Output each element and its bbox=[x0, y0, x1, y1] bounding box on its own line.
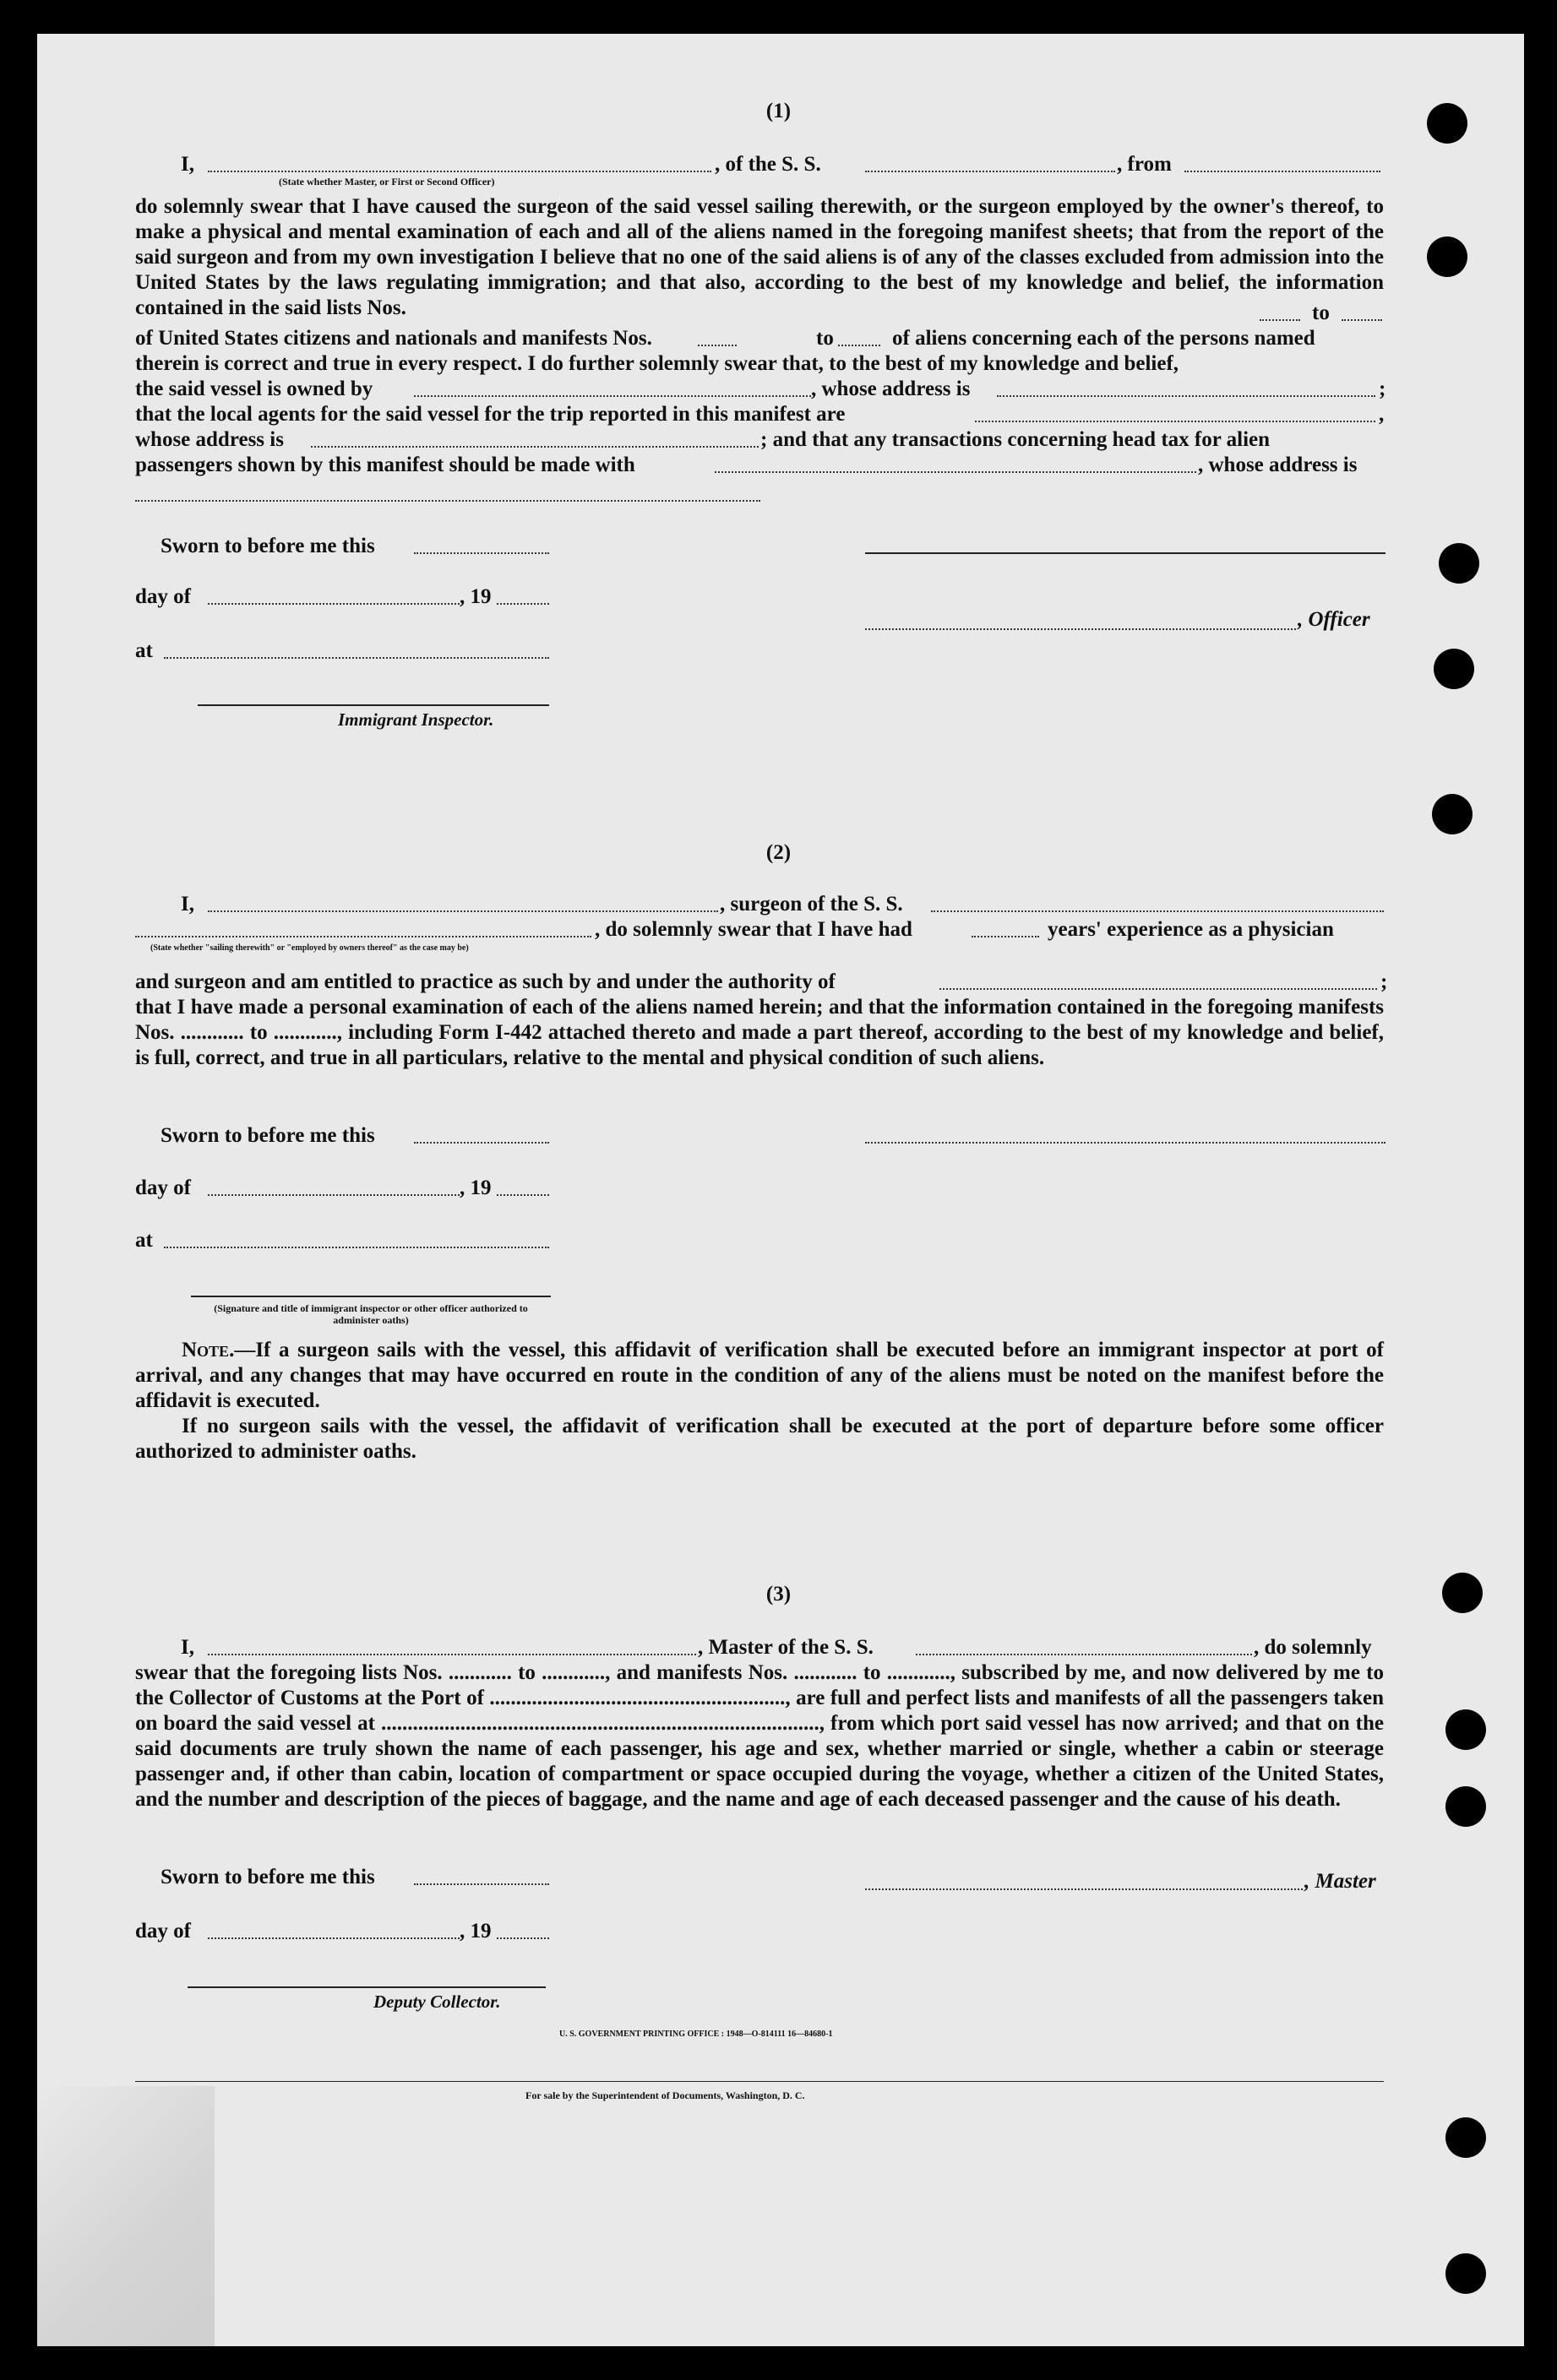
officer-label: , Officer bbox=[1298, 608, 1370, 631]
years-field[interactable] bbox=[972, 936, 1039, 937]
owner-field[interactable] bbox=[414, 395, 811, 397]
surgeon-ship-field[interactable] bbox=[931, 910, 1384, 912]
sworn-label: Sworn to before me this bbox=[161, 1866, 375, 1888]
binder-hole bbox=[1432, 794, 1473, 834]
month-field[interactable] bbox=[208, 1937, 460, 1939]
sworn-label: Sworn to before me this bbox=[161, 535, 375, 557]
officer-signature-line[interactable] bbox=[865, 552, 1386, 554]
year-label: , 19 bbox=[460, 1920, 492, 1943]
signature-note: (Signature and title of immigrant inspector or other officer authorized to administer oaths) bbox=[214, 1302, 528, 1326]
note-body: —If a surgeon sails with the vessel, this affidavit of verification shall be executed before an immigrant inspector at port of arrival, and any changes that may have occurred en route in the condition of any of the aliens must be noted on the manifest before the affidavit is executed. bbox=[135, 1339, 1384, 1412]
binder-hole bbox=[1445, 1709, 1486, 1750]
section-number: (1) bbox=[765, 100, 792, 122]
note2-text: If no surgeon sails with the vessel, the affidavit of verification shall be executed at the port of departure before some officer authorized to administer oaths. bbox=[135, 1415, 1384, 1463]
i-label: I, bbox=[181, 893, 194, 916]
to-label: to bbox=[816, 327, 834, 350]
i-label: I, bbox=[181, 153, 194, 176]
year-field[interactable] bbox=[497, 603, 549, 605]
whose-address-label: , whose address is bbox=[811, 378, 971, 400]
swear-label: , do solemnly swear that I have had bbox=[595, 918, 912, 941]
day-of-label: day of bbox=[135, 585, 191, 608]
state-note: (State whether Master, or First or Second Officer) bbox=[279, 176, 495, 187]
at-label: at bbox=[135, 1229, 153, 1252]
gpo-imprint: U. S. GOVERNMENT PRINTING OFFICE : 1948—O-814111 16—84680-1 bbox=[559, 2030, 833, 2039]
year-label: , 19 bbox=[460, 585, 492, 608]
at-place-field[interactable] bbox=[164, 1247, 549, 1248]
binder-hole bbox=[1427, 236, 1467, 277]
inspector-signature-line[interactable] bbox=[198, 704, 549, 706]
comma: , bbox=[1379, 403, 1385, 426]
note-label: Note. bbox=[182, 1339, 235, 1361]
authority-label: and surgeon and am entitled to practice as such by and under the authority of bbox=[135, 970, 836, 993]
surgeon-name-field[interactable] bbox=[208, 910, 718, 912]
binder-hole bbox=[1439, 543, 1479, 584]
master-label: , Master bbox=[1304, 1870, 1376, 1893]
local-agents-label: that the local agents for the said vessel for the trip reported in this manifest are bbox=[135, 403, 846, 426]
years-label: years' experience as a physician bbox=[1048, 918, 1334, 941]
manifest-start-field[interactable] bbox=[698, 345, 737, 346]
i-label: I, bbox=[181, 1636, 194, 1659]
authority-field[interactable] bbox=[939, 988, 1377, 990]
month-field[interactable] bbox=[208, 1194, 460, 1196]
do-solemnly-label: , do solemnly bbox=[1254, 1636, 1372, 1659]
binder-hole bbox=[1445, 2117, 1486, 2158]
passengers-label: passengers shown by this manifest should be made with bbox=[135, 454, 635, 476]
surgeon-signature-field[interactable] bbox=[865, 1142, 1386, 1144]
sworn-day-field[interactable] bbox=[414, 1883, 549, 1885]
binder-hole bbox=[1434, 649, 1474, 689]
year-field[interactable] bbox=[497, 1937, 549, 1939]
local-agents-field[interactable] bbox=[975, 421, 1375, 422]
manifest-end-field[interactable] bbox=[838, 345, 880, 346]
sworn-day-field[interactable] bbox=[414, 1142, 549, 1144]
to-label: to bbox=[1312, 302, 1330, 324]
from-label: , from bbox=[1117, 153, 1172, 176]
sale-notice: For sale by the Superintendent of Documents, Washington, D. C. bbox=[525, 2089, 805, 2101]
surgeon-status-field[interactable] bbox=[135, 936, 591, 937]
deputy-label: Deputy Collector. bbox=[373, 1991, 501, 2012]
at-place-field[interactable] bbox=[164, 657, 549, 659]
officer-rank-field[interactable] bbox=[208, 171, 711, 172]
agents-address-field[interactable] bbox=[311, 446, 759, 448]
semicolon: ; bbox=[1379, 378, 1386, 400]
master-name-field[interactable] bbox=[208, 1654, 696, 1655]
correct-line: therein is correct and true in every respect. I do further solemnly swear that, to the best of my knowledge and belief, bbox=[135, 352, 1179, 375]
binder-hole bbox=[1445, 1786, 1486, 1827]
section-number: (3) bbox=[765, 1583, 792, 1606]
ship-name-field[interactable] bbox=[865, 171, 1115, 172]
day-of-label: day of bbox=[135, 1920, 191, 1943]
of-ss-label: , of the S. S. bbox=[715, 153, 821, 176]
head-tax-label: ; and that any transactions concerning head tax for alien bbox=[760, 428, 1271, 451]
master-ship-field[interactable] bbox=[916, 1654, 1252, 1655]
state-note: (State whether "sailing therewith" or "employed by owners thereof" as the case may be) bbox=[150, 943, 469, 953]
from-port-field[interactable] bbox=[1184, 171, 1380, 172]
list-nos-start-field[interactable] bbox=[1260, 319, 1300, 321]
section-number: (2) bbox=[765, 841, 792, 864]
sworn-day-field[interactable] bbox=[414, 552, 549, 554]
list-nos-end-field[interactable] bbox=[1342, 319, 1382, 321]
year-field[interactable] bbox=[497, 1194, 549, 1196]
page-corner-shading bbox=[37, 2086, 215, 2346]
master-signature-field[interactable] bbox=[865, 1888, 1303, 1890]
us-citizens-line: of United States citizens and nationals and manifests Nos. bbox=[135, 327, 652, 350]
whose-address-label: , whose address is bbox=[1198, 454, 1358, 476]
sworn-label: Sworn to before me this bbox=[161, 1124, 375, 1147]
whose-address-label: whose address is bbox=[135, 428, 284, 451]
oath-text: do solemnly swear that I have caused the surgeon of the said vessel sailing therewith, or the surgeon employed by the owner's thereof, to make a physical and mental examination of each and all of the aliens named in the foregoing manifest sheets; that from the report of the said surgeon and from my own investigation I believe that no one of the said aliens is of any of the classes excluded from admission into the United States by the laws regulating immigration; and that also, according to the best of my knowledge and belief, the information contained in the said lists Nos. bbox=[135, 195, 1384, 319]
binder-hole bbox=[1445, 2253, 1486, 2294]
master-of-label: , Master of the S. S. bbox=[698, 1636, 874, 1659]
officer-name-field[interactable] bbox=[865, 628, 1296, 630]
year-label: , 19 bbox=[460, 1176, 492, 1199]
inspector-label: Immigrant Inspector. bbox=[338, 709, 494, 730]
owner-address-field[interactable] bbox=[997, 395, 1375, 397]
inspector-signature-line[interactable] bbox=[191, 1296, 551, 1297]
surgeon-of-label: , surgeon of the S. S. bbox=[720, 893, 903, 916]
note-text bbox=[135, 1338, 1384, 1414]
master-oath-text: swear that the foregoing lists Nos. ............ to ............, and manifests Nos. ............ to ............, subscribed by me, and now delivered by me to the Collector of Customs at the Port of ........................................................, are full and perfect lists and manifests of all the passengers taken on board the said vessel at ..................................................................................., from which port said vessel has now arrived; and that on the said documents are truly shown the name of each passenger, his age and sex, whether married or single, whether a cabin or steerage passenger and, if other than cabin, location of compartment or space occupied during the voyage, whether a citizen of the United States, and the number and description of the pieces of baggage, and the name and age of each deceased passenger and the cause of his death. bbox=[135, 1661, 1384, 1811]
head-tax-address-field[interactable] bbox=[135, 500, 760, 502]
semicolon: ; bbox=[1380, 970, 1388, 993]
aliens-line-end: of aliens concerning each of the persons named bbox=[892, 327, 1315, 350]
examination-text: that I have made a personal examination of each of the aliens named herein; and that the information contained in the foregoing manifests Nos. ............ to ............, including Form I-442 attached thereto and made a part thereof, according to the best of my knowledge and belief, is full, correct, and true in all particulars, relative to the mental and physical condition of such aliens. bbox=[135, 996, 1384, 1069]
head-tax-agent-field[interactable] bbox=[715, 471, 1196, 473]
owned-by-label: the said vessel is owned by bbox=[135, 378, 373, 400]
month-field[interactable] bbox=[208, 603, 460, 605]
footer-rule bbox=[135, 2081, 1384, 2082]
deputy-signature-line[interactable] bbox=[188, 1986, 546, 1988]
at-label: at bbox=[135, 639, 153, 662]
day-of-label: day of bbox=[135, 1176, 191, 1199]
